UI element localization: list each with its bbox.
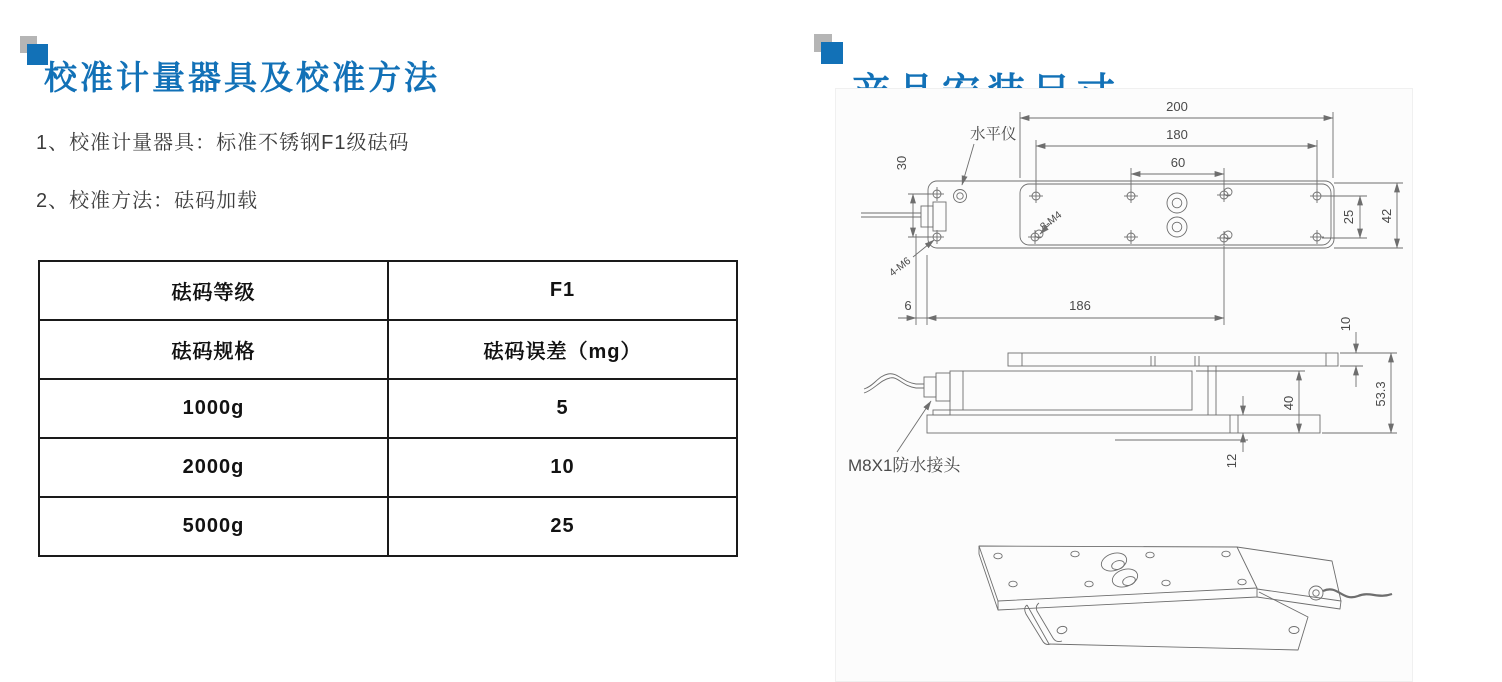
iso-cable-gland	[1309, 586, 1323, 600]
table-row	[39, 320, 737, 379]
svg-text:25: 25	[1341, 209, 1356, 225]
dim-25	[1322, 196, 1367, 238]
load-hole	[1167, 193, 1187, 213]
m4-label: 8-M4	[1037, 208, 1065, 234]
iso-top-plate	[979, 546, 1257, 601]
mount-hole	[1029, 189, 1043, 203]
weight-spec-table	[38, 260, 738, 557]
mount-hole	[1310, 189, 1324, 203]
svg-text:12: 12	[1224, 453, 1239, 469]
level-icon	[954, 190, 967, 203]
svg-text:6: 6	[904, 298, 912, 313]
table-row	[39, 438, 737, 497]
isometric-view	[979, 546, 1392, 650]
svg-text:186: 186	[1069, 298, 1091, 313]
calibration-item-2: 2、校准方法：砝码加载	[36, 190, 259, 212]
dim-12	[1115, 396, 1248, 468]
sensor-body-side	[950, 371, 1192, 410]
mount-hole	[1028, 230, 1043, 244]
iso-cable	[1323, 589, 1392, 597]
svg-text:10: 10	[1338, 316, 1353, 332]
mount-hole	[930, 187, 944, 201]
table-row	[39, 261, 737, 320]
svg-text:60: 60	[1170, 155, 1186, 170]
table-cell: 2000g	[39, 438, 388, 497]
level-label: 水平仪	[970, 126, 1017, 143]
dim-30	[894, 156, 931, 237]
mount-hole	[1217, 188, 1232, 202]
table-cell: F1	[388, 261, 737, 320]
table-cell: 砝码误差（mg）	[388, 320, 737, 379]
page-title-calibration: 校准计量器具及校准方法	[44, 59, 440, 97]
svg-text:42: 42	[1379, 208, 1394, 224]
top-view	[861, 99, 1403, 325]
top-plate-side	[1008, 353, 1338, 366]
svg-text:180: 180	[1166, 127, 1188, 142]
svg-text:40: 40	[1281, 395, 1296, 411]
base-plate-side	[927, 415, 1320, 433]
svg-text:200: 200	[1166, 99, 1188, 114]
mount-hole	[1217, 231, 1232, 245]
table-cell: 10	[388, 438, 737, 497]
cable-gland	[921, 206, 933, 227]
side-view	[848, 317, 1397, 475]
mount-hole	[1124, 189, 1138, 203]
mount-hole	[1124, 230, 1138, 244]
load-hole	[1167, 217, 1187, 237]
table-cell: 砝码等级	[39, 261, 388, 320]
table-cell: 5	[388, 379, 737, 438]
table-cell: 砝码规格	[39, 320, 388, 379]
dim-40	[1196, 371, 1305, 433]
table-cell: 1000g	[39, 379, 388, 438]
iso-base-plate	[1027, 592, 1308, 650]
table-row	[39, 379, 737, 438]
dim-53-3	[1322, 353, 1397, 433]
table-cell: 25	[388, 497, 737, 556]
dim-10	[1338, 317, 1363, 387]
table-cell: 5000g	[39, 497, 388, 556]
installation-drawing	[835, 88, 1413, 682]
m6-label: 4-M6	[886, 254, 914, 280]
calibration-item-1: 1、校准计量器具：标准不锈钢F1级砝码	[36, 132, 410, 154]
cable-gland-side	[924, 377, 936, 397]
mount-hole	[1310, 230, 1324, 244]
dim-60	[1131, 155, 1224, 190]
svg-text:53.3: 53.3	[1373, 381, 1388, 407]
connector-label: M8X1防水接头	[848, 456, 961, 475]
table-row	[39, 497, 737, 556]
svg-text:30: 30	[894, 155, 909, 171]
heading-bullet-icon	[821, 42, 843, 64]
iso-body-end	[1237, 547, 1341, 601]
